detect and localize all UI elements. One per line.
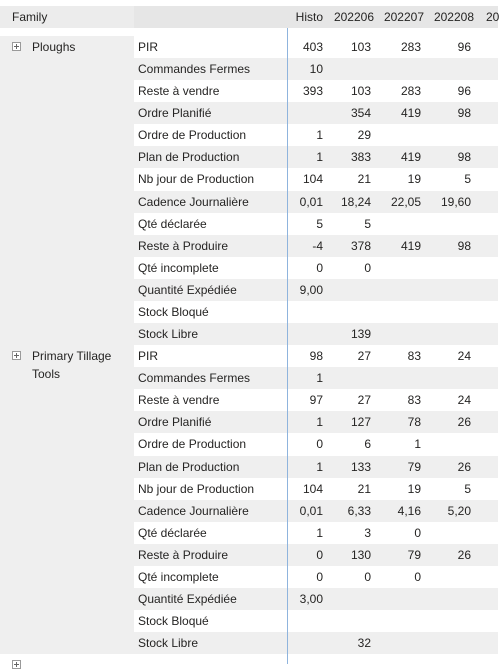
- value-cell: [378, 367, 421, 389]
- value-cell: [378, 124, 421, 146]
- value-cell: 96: [457, 84, 471, 99]
- value-cell: 383: [350, 150, 371, 165]
- value-cell: 139: [350, 327, 371, 342]
- table-row[interactable]: [134, 478, 498, 500]
- value-cell: 354: [350, 106, 371, 121]
- value-cell: [378, 323, 421, 345]
- value-cell: 98: [457, 238, 471, 253]
- value-cell: [428, 588, 471, 610]
- value-cell: [287, 632, 323, 654]
- table-row[interactable]: [134, 456, 498, 478]
- header-col-202208[interactable]: 202208: [433, 10, 474, 24]
- value-cell: [428, 566, 471, 588]
- table-row[interactable]: [134, 168, 498, 190]
- header-col-202207[interactable]: 202207: [383, 10, 424, 24]
- value-cell: 393: [302, 84, 323, 99]
- value-cell: 1: [316, 128, 323, 143]
- table-row[interactable]: [134, 367, 498, 389]
- value-cell: [378, 632, 421, 654]
- value-cell: 0: [364, 569, 371, 584]
- table-row[interactable]: [134, 80, 498, 102]
- table-row[interactable]: [134, 632, 498, 654]
- row-label: Stock Bloqué: [138, 614, 209, 629]
- value-cell: 26: [457, 547, 471, 562]
- family-name[interactable]: Primary Tillage Tools: [32, 349, 112, 382]
- value-cell: 0: [316, 569, 323, 584]
- row-label: Qté déclarée: [138, 216, 207, 231]
- row-label: Cadence Journalière: [138, 503, 249, 518]
- value-cell: [287, 301, 323, 323]
- row-label: Reste à Produire: [138, 238, 229, 253]
- row-label: Commandes Fermes: [138, 62, 251, 77]
- value-cell: 1: [316, 415, 323, 430]
- table-row[interactable]: [134, 588, 498, 610]
- value-cell: 5: [464, 172, 471, 187]
- value-cell: [428, 58, 471, 80]
- value-cell: 127: [350, 415, 371, 430]
- value-cell: 21: [357, 481, 371, 496]
- value-cell: 22,05: [390, 194, 421, 209]
- value-cell: 378: [350, 238, 371, 253]
- row-label: Stock Libre: [138, 636, 199, 651]
- header-row: [0, 6, 498, 28]
- value-cell: 78: [407, 415, 421, 430]
- value-cell: 5: [464, 481, 471, 496]
- value-cell: 133: [350, 459, 371, 474]
- value-cell: [287, 323, 323, 345]
- value-cell: 403: [302, 40, 323, 54]
- value-cell: -4: [312, 238, 323, 253]
- family-column-background: [0, 345, 134, 654]
- value-cell: [378, 213, 421, 235]
- row-label: Reste à vendre: [138, 84, 220, 99]
- value-cell: 1: [414, 437, 421, 452]
- value-cell: [378, 588, 421, 610]
- value-cell: 5,20: [447, 503, 471, 518]
- value-cell: 419: [400, 150, 421, 165]
- header-col-histo[interactable]: Histo: [295, 10, 323, 24]
- value-cell: 104: [302, 172, 323, 187]
- row-label: PIR: [138, 40, 159, 54]
- value-cell: 0: [414, 569, 421, 584]
- value-cell: 26: [457, 415, 471, 430]
- value-cell: [328, 588, 371, 610]
- row-label: Ordre de Production: [138, 437, 247, 452]
- table-row[interactable]: [134, 279, 498, 301]
- row-label: Ordre Planifié: [138, 106, 212, 121]
- value-cell: [428, 433, 471, 455]
- table-row[interactable]: [134, 411, 498, 433]
- value-cell: [428, 257, 471, 279]
- value-cell: [378, 58, 421, 80]
- value-cell: 24: [457, 393, 471, 408]
- value-cell: [428, 323, 471, 345]
- row-label: Plan de Production: [138, 459, 240, 474]
- value-cell: 283: [400, 40, 421, 54]
- value-cell: 0: [316, 260, 323, 275]
- value-cell: 97: [309, 393, 323, 408]
- table-row[interactable]: [134, 389, 498, 411]
- value-cell: 104: [302, 481, 323, 496]
- value-cell: 6: [364, 437, 371, 452]
- table-row[interactable]: [134, 301, 498, 323]
- value-cell: [328, 367, 371, 389]
- value-cell: [328, 610, 371, 632]
- row-label: Qté incomplete: [138, 260, 219, 275]
- value-cell: 103: [350, 40, 371, 54]
- value-cell: 5: [364, 216, 371, 231]
- expand-plus-icon[interactable]: [12, 660, 21, 669]
- row-label: Reste à Produire: [138, 547, 229, 562]
- row-label: Commandes Fermes: [138, 371, 251, 386]
- value-cell: 1: [316, 150, 323, 165]
- expand-plus-icon[interactable]: [12, 351, 21, 360]
- value-cell: 83: [407, 349, 421, 364]
- value-cell: 3: [364, 525, 371, 540]
- value-cell: 83: [407, 393, 421, 408]
- row-label: Cadence Journalière: [138, 194, 249, 209]
- value-cell: [378, 257, 421, 279]
- value-cell: 26: [457, 459, 471, 474]
- value-cell: 3,00: [299, 592, 323, 606]
- row-label: Quantité Expédiée: [138, 282, 237, 297]
- table-row[interactable]: [134, 235, 498, 257]
- table-row[interactable]: [134, 213, 498, 235]
- value-cell: 27: [357, 349, 371, 364]
- value-cell: 0: [364, 260, 371, 275]
- value-cell: 0: [414, 525, 421, 540]
- value-cell: 27: [357, 393, 371, 408]
- table-row[interactable]: [134, 544, 498, 566]
- value-cell: 0: [316, 547, 323, 562]
- row-label: Ordre Planifié: [138, 415, 212, 430]
- value-cell: 419: [400, 238, 421, 253]
- row-label: PIR: [138, 349, 159, 364]
- value-cell: [428, 522, 471, 544]
- row-label: Ordre de Production: [138, 128, 247, 143]
- value-cell: 0: [316, 437, 323, 452]
- value-cell: 9,00: [299, 282, 323, 297]
- table-row[interactable]: [134, 323, 498, 345]
- table-row[interactable]: [134, 58, 498, 80]
- table-row[interactable]: [134, 191, 498, 213]
- header-family[interactable]: Family: [12, 10, 48, 24]
- value-cell: [378, 610, 421, 632]
- value-cell: 29: [357, 128, 371, 143]
- table-row[interactable]: [134, 124, 498, 146]
- value-cell: 419: [400, 106, 421, 121]
- table-row[interactable]: [134, 257, 498, 279]
- value-cell: 1: [316, 371, 323, 386]
- value-cell: [328, 58, 371, 80]
- family-column-background: [0, 36, 134, 345]
- value-cell: 283: [400, 84, 421, 99]
- expand-plus-icon[interactable]: [12, 42, 21, 51]
- value-cell: 98: [457, 150, 471, 165]
- value-cell: 5: [316, 216, 323, 231]
- table-row[interactable]: [134, 500, 498, 522]
- table-row[interactable]: [134, 36, 498, 58]
- value-cell: [328, 279, 371, 301]
- row-label: Reste à vendre: [138, 393, 220, 408]
- table-row[interactable]: [134, 146, 498, 168]
- value-cell: 4,16: [397, 503, 421, 518]
- table-row[interactable]: [134, 610, 498, 632]
- value-cell: 0,01: [299, 194, 323, 209]
- family-name[interactable]: Ploughs: [32, 40, 76, 54]
- table-row[interactable]: [134, 566, 498, 588]
- value-cell: [428, 213, 471, 235]
- value-cell: [428, 610, 471, 632]
- value-cell: 24: [457, 349, 471, 364]
- table-row[interactable]: [134, 345, 498, 367]
- value-cell: [287, 102, 323, 124]
- value-cell: 19: [407, 481, 421, 496]
- table-row[interactable]: [134, 433, 498, 455]
- header-col-next[interactable]: 20: [486, 10, 499, 24]
- value-cell: 98: [457, 106, 471, 121]
- header-col-202206[interactable]: 202206: [333, 10, 374, 24]
- value-cell: 96: [457, 40, 471, 54]
- row-label: Nb jour de Production: [138, 172, 255, 187]
- value-cell: 19: [407, 172, 421, 187]
- value-cell: [328, 301, 371, 323]
- value-cell: 18,24: [340, 194, 371, 209]
- value-cell: 130: [350, 547, 371, 562]
- value-cell: [428, 632, 471, 654]
- value-cell: [378, 301, 421, 323]
- value-cell: 1: [316, 459, 323, 474]
- row-header-divider: [287, 28, 288, 664]
- value-cell: 21: [357, 172, 371, 187]
- value-cell: [428, 279, 471, 301]
- value-cell: 1: [316, 525, 323, 540]
- table-row[interactable]: [134, 522, 498, 544]
- value-cell: 79: [407, 547, 421, 562]
- value-cell: 0,01: [299, 503, 323, 518]
- row-label: Stock Libre: [138, 327, 199, 342]
- value-cell: 10: [309, 62, 323, 77]
- value-cell: 19,60: [440, 194, 471, 209]
- value-cell: [428, 301, 471, 323]
- row-label: Nb jour de Production: [138, 481, 255, 496]
- value-cell: 79: [407, 459, 421, 474]
- value-cell: [428, 367, 471, 389]
- value-cell: [378, 279, 421, 301]
- value-cell: [287, 610, 323, 632]
- row-label: Quantité Expédiée: [138, 592, 237, 606]
- value-cell: 98: [309, 349, 323, 364]
- value-cell: 103: [350, 84, 371, 99]
- row-label: Plan de Production: [138, 150, 240, 165]
- row-label: Stock Bloqué: [138, 304, 209, 319]
- row-label: Qté incomplete: [138, 569, 219, 584]
- row-label: Qté déclarée: [138, 525, 207, 540]
- table-row[interactable]: [134, 102, 498, 124]
- value-cell: 6,33: [347, 503, 371, 518]
- value-cell: 32: [357, 636, 371, 651]
- value-cell: [428, 124, 471, 146]
